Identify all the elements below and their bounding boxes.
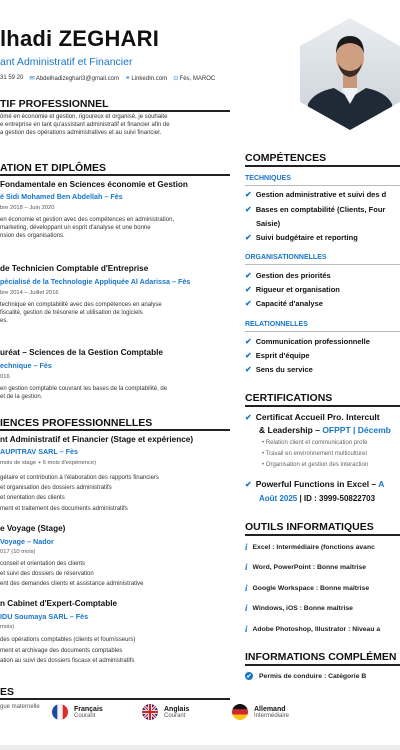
- profile-photo: [300, 18, 400, 130]
- experience-task: ment et archivage des documents comptables: [0, 648, 123, 654]
- languages-section-title: ES: [0, 686, 15, 698]
- language-item: [52, 704, 103, 720]
- language-name: Anglais: [164, 705, 190, 713]
- permis-item: ✔ Permis de conduire : Catégorie B: [246, 672, 367, 680]
- skill-item: ✔ Rigueur et organisation: [245, 285, 340, 294]
- tool-item: i Windows, iOS : Bonne maîtrise: [245, 603, 353, 613]
- tool-item: i Google Workspace : Bonne maîtrise: [245, 583, 370, 593]
- check-icon: ✔: [245, 337, 252, 346]
- skills-sub-divider: [245, 331, 400, 332]
- experience-task: des opérations comptables (clients et fournisseurs): [0, 637, 136, 643]
- certificate-item: ✔ Powerful Functions in Excel – A: [245, 479, 385, 489]
- tool-item: i Word, PowerPoint : Bonne maîtrise: [245, 562, 367, 572]
- flag-uk-icon: [142, 704, 158, 720]
- skill-item-continued: Saisie): [256, 219, 281, 228]
- skill-item: ✔ Suivi budgétaire et reporting: [245, 233, 358, 242]
- skills-group-label: RELATIONNELLES: [245, 321, 308, 328]
- skill-item: ✔ Communication professionnelle: [245, 337, 370, 346]
- check-icon: ✔: [245, 285, 252, 294]
- skills-group-label: TECHNIQUES: [245, 175, 291, 182]
- certificate-id: Août 2025 | ID : 3999-50822703: [259, 494, 376, 503]
- check-circle-icon: ✔: [246, 673, 252, 680]
- info-icon: i: [245, 603, 248, 613]
- experience-task: conseil et orientation des clients: [0, 561, 86, 567]
- skills-group-label: ORGANISATIONNELLES: [245, 254, 327, 261]
- experience-task: et suivi des dossiers de réservation: [0, 571, 94, 577]
- certifications-section-title: CERTIFICATIONS: [245, 392, 333, 404]
- experience-org: Voyage – Nador: [0, 537, 54, 546]
- profile-line: e entreprise en tant qu'assistant administratif et financier afin de: [0, 122, 170, 128]
- education-section-title: ATION ET DIPLÔMES: [0, 162, 106, 174]
- education-desc: es.: [0, 318, 9, 324]
- candidate-name: lhadi ZEGHARI: [0, 26, 160, 51]
- experience-section-title: IENCES PROFESSIONNELLES: [0, 417, 153, 429]
- skill-item: ✔ Sens du service: [245, 365, 313, 374]
- skills-divider: [245, 165, 400, 167]
- education-desc: en gestion comptable couvrant les bases de la comptabilité, de: [0, 386, 168, 392]
- education-date: 016: [0, 374, 10, 380]
- experience-title: e Voyage (Stage): [0, 524, 66, 533]
- language-item: [232, 704, 289, 720]
- certificate-detail: • Organisation et gestion des interaction: [262, 462, 369, 468]
- link-icon: ⚭: [124, 75, 131, 82]
- experience-task: gétaire et contribution à l'élaboration des rapports financiers: [0, 475, 159, 481]
- check-icon: ✔: [245, 233, 252, 242]
- tool-item: i Excel : Intermédiaire (fonctions avanc: [245, 542, 375, 552]
- contact-bar: [0, 74, 215, 82]
- profile-divider: [0, 110, 230, 112]
- experience-title: nt Administratif et Financier (Stage et expérience): [0, 435, 194, 444]
- education-title: Fondamentale en Sciences économie et Gestion: [0, 180, 188, 189]
- email-icon: ✉: [29, 75, 35, 82]
- additional-divider: [245, 664, 400, 666]
- language-item: [0, 704, 40, 710]
- profile-line: a gestion des opérations administratives et au suivi financier.: [0, 130, 162, 136]
- experience-task: et organisation des dossiers administratifs: [0, 485, 112, 491]
- languages-divider: [0, 698, 230, 700]
- tools-section-title: OUTILS INFORMATIQUES: [245, 521, 374, 533]
- check-icon: ✔: [245, 271, 252, 280]
- check-icon: ✔: [245, 299, 252, 308]
- skills-sub-divider: [245, 264, 400, 265]
- tools-divider: [245, 534, 400, 536]
- education-date: bre 2018 – Juin 2020: [0, 205, 55, 211]
- linkedin-text: LinkedIn.com: [131, 76, 168, 82]
- email-text: Abdelhadizeghari3@gmail.com: [35, 76, 119, 82]
- certificate-issuer: & Leadership – OFPPT | Décemb: [259, 425, 391, 435]
- language-name: Français: [74, 705, 103, 713]
- check-icon: ✔: [245, 190, 252, 199]
- info-icon: i: [245, 624, 248, 634]
- language-level: Courant: [74, 712, 96, 719]
- experience-task: et orientation des clients: [0, 495, 65, 501]
- experience-org: AUPITRAV SARL – Fès: [0, 447, 79, 456]
- phone-text: 31 59 20: [0, 75, 24, 81]
- certifications-divider: [245, 405, 400, 407]
- experience-title: n Cabinet d'Expert-Comptable: [0, 599, 118, 608]
- language-item: [142, 704, 189, 720]
- skill-item: ✔ Bases en comptabilité (Clients, Four: [245, 205, 386, 214]
- education-desc: nsion des organisations.: [0, 233, 65, 239]
- skill-item: ✔ Capacité d'analyse: [245, 299, 323, 308]
- additional-section-title: INFORMATIONS COMPLÉMEN: [245, 651, 397, 663]
- education-desc: technique en comptabilité avec des compétences en analyse: [0, 302, 162, 308]
- check-icon: ✔: [245, 351, 252, 360]
- education-org: pécialisé de la Technologie Appliquée Al Adarissa – Fès: [0, 277, 191, 286]
- language-level: Courant: [164, 712, 186, 719]
- education-desc: en économie et gestion avec des compétences en administration,: [0, 217, 175, 223]
- location-icon: ⊙: [173, 75, 179, 82]
- language-name: Allemand: [254, 705, 286, 713]
- skill-item: ✔ Gestion des priorités: [245, 271, 331, 280]
- education-title: uréat – Sciences de la Gestion Comptable: [0, 348, 163, 357]
- profile-line: ômé en économie et gestion, rigoureux et organisé, je souhaite: [0, 114, 168, 120]
- page-bottom-edge: [0, 745, 400, 750]
- experience-task: ent des demandes clients et assistance administrative: [0, 581, 144, 587]
- education-divider: [0, 174, 230, 176]
- experience-date: mois de stage + 6 mois d'expérience): [0, 460, 96, 466]
- language-level: gue maternelle: [0, 704, 40, 710]
- info-icon: i: [245, 542, 248, 552]
- certificate-detail: • Relation client et communication profe: [262, 440, 368, 446]
- flag-france-icon: [52, 704, 68, 720]
- education-desc: et de la gestion.: [0, 394, 43, 400]
- check-icon: ✔: [245, 480, 252, 489]
- skills-sub-divider: [245, 185, 400, 186]
- check-icon: ✔: [245, 205, 252, 214]
- info-icon: i: [245, 583, 248, 593]
- tool-item: i Adobe Photoshop, Illustrator : Niveau a: [245, 624, 381, 634]
- skills-section-title: COMPÉTENCES: [245, 152, 327, 164]
- info-icon: i: [245, 562, 248, 572]
- education-title: de Technicien Comptable d'Entreprise: [0, 264, 149, 273]
- education-desc: fiscalité, gestion de trésorerie et utilisation de logiciels: [0, 310, 143, 316]
- experience-task: ment et traitement des documents administratifs: [0, 506, 128, 512]
- experience-task: ation au suivi des dossiers fiscaux et administratifs: [0, 658, 135, 664]
- check-icon: ✔: [245, 413, 252, 422]
- experience-date: mois): [0, 624, 15, 630]
- experience-date: 017 (10 mois): [0, 549, 36, 555]
- education-desc: marketing, développant un esprit d'analyse et une bonne: [0, 225, 151, 231]
- certificate-item: ✔ Certificat Accueil Pro. Intercult: [245, 412, 380, 422]
- flag-germany-icon: [232, 704, 248, 720]
- skill-item: ✔ Gestion administrative et suivi des d: [245, 190, 387, 199]
- job-title: ant Administratif et Financier: [0, 56, 133, 68]
- experience-org: IDU Soumaya SARL – Fès: [0, 612, 89, 621]
- experience-divider: [0, 429, 230, 431]
- education-org: echnique – Fès: [0, 361, 52, 370]
- education-date: bre 2014 – Juillet 2016: [0, 290, 59, 296]
- education-org: é Sidi Mohamed Ben Abdellah – Fès: [0, 192, 123, 201]
- check-icon: ✔: [245, 365, 252, 374]
- skill-item: ✔ Esprit d'équipe: [245, 351, 310, 360]
- language-level: Intermédiaire: [254, 712, 290, 719]
- certificate-detail: • Travail en environnement multiculturel: [262, 451, 367, 457]
- profile-section-title: TIF PROFESSIONNEL: [0, 98, 109, 110]
- location-text: Fès, MAROC: [179, 76, 216, 82]
